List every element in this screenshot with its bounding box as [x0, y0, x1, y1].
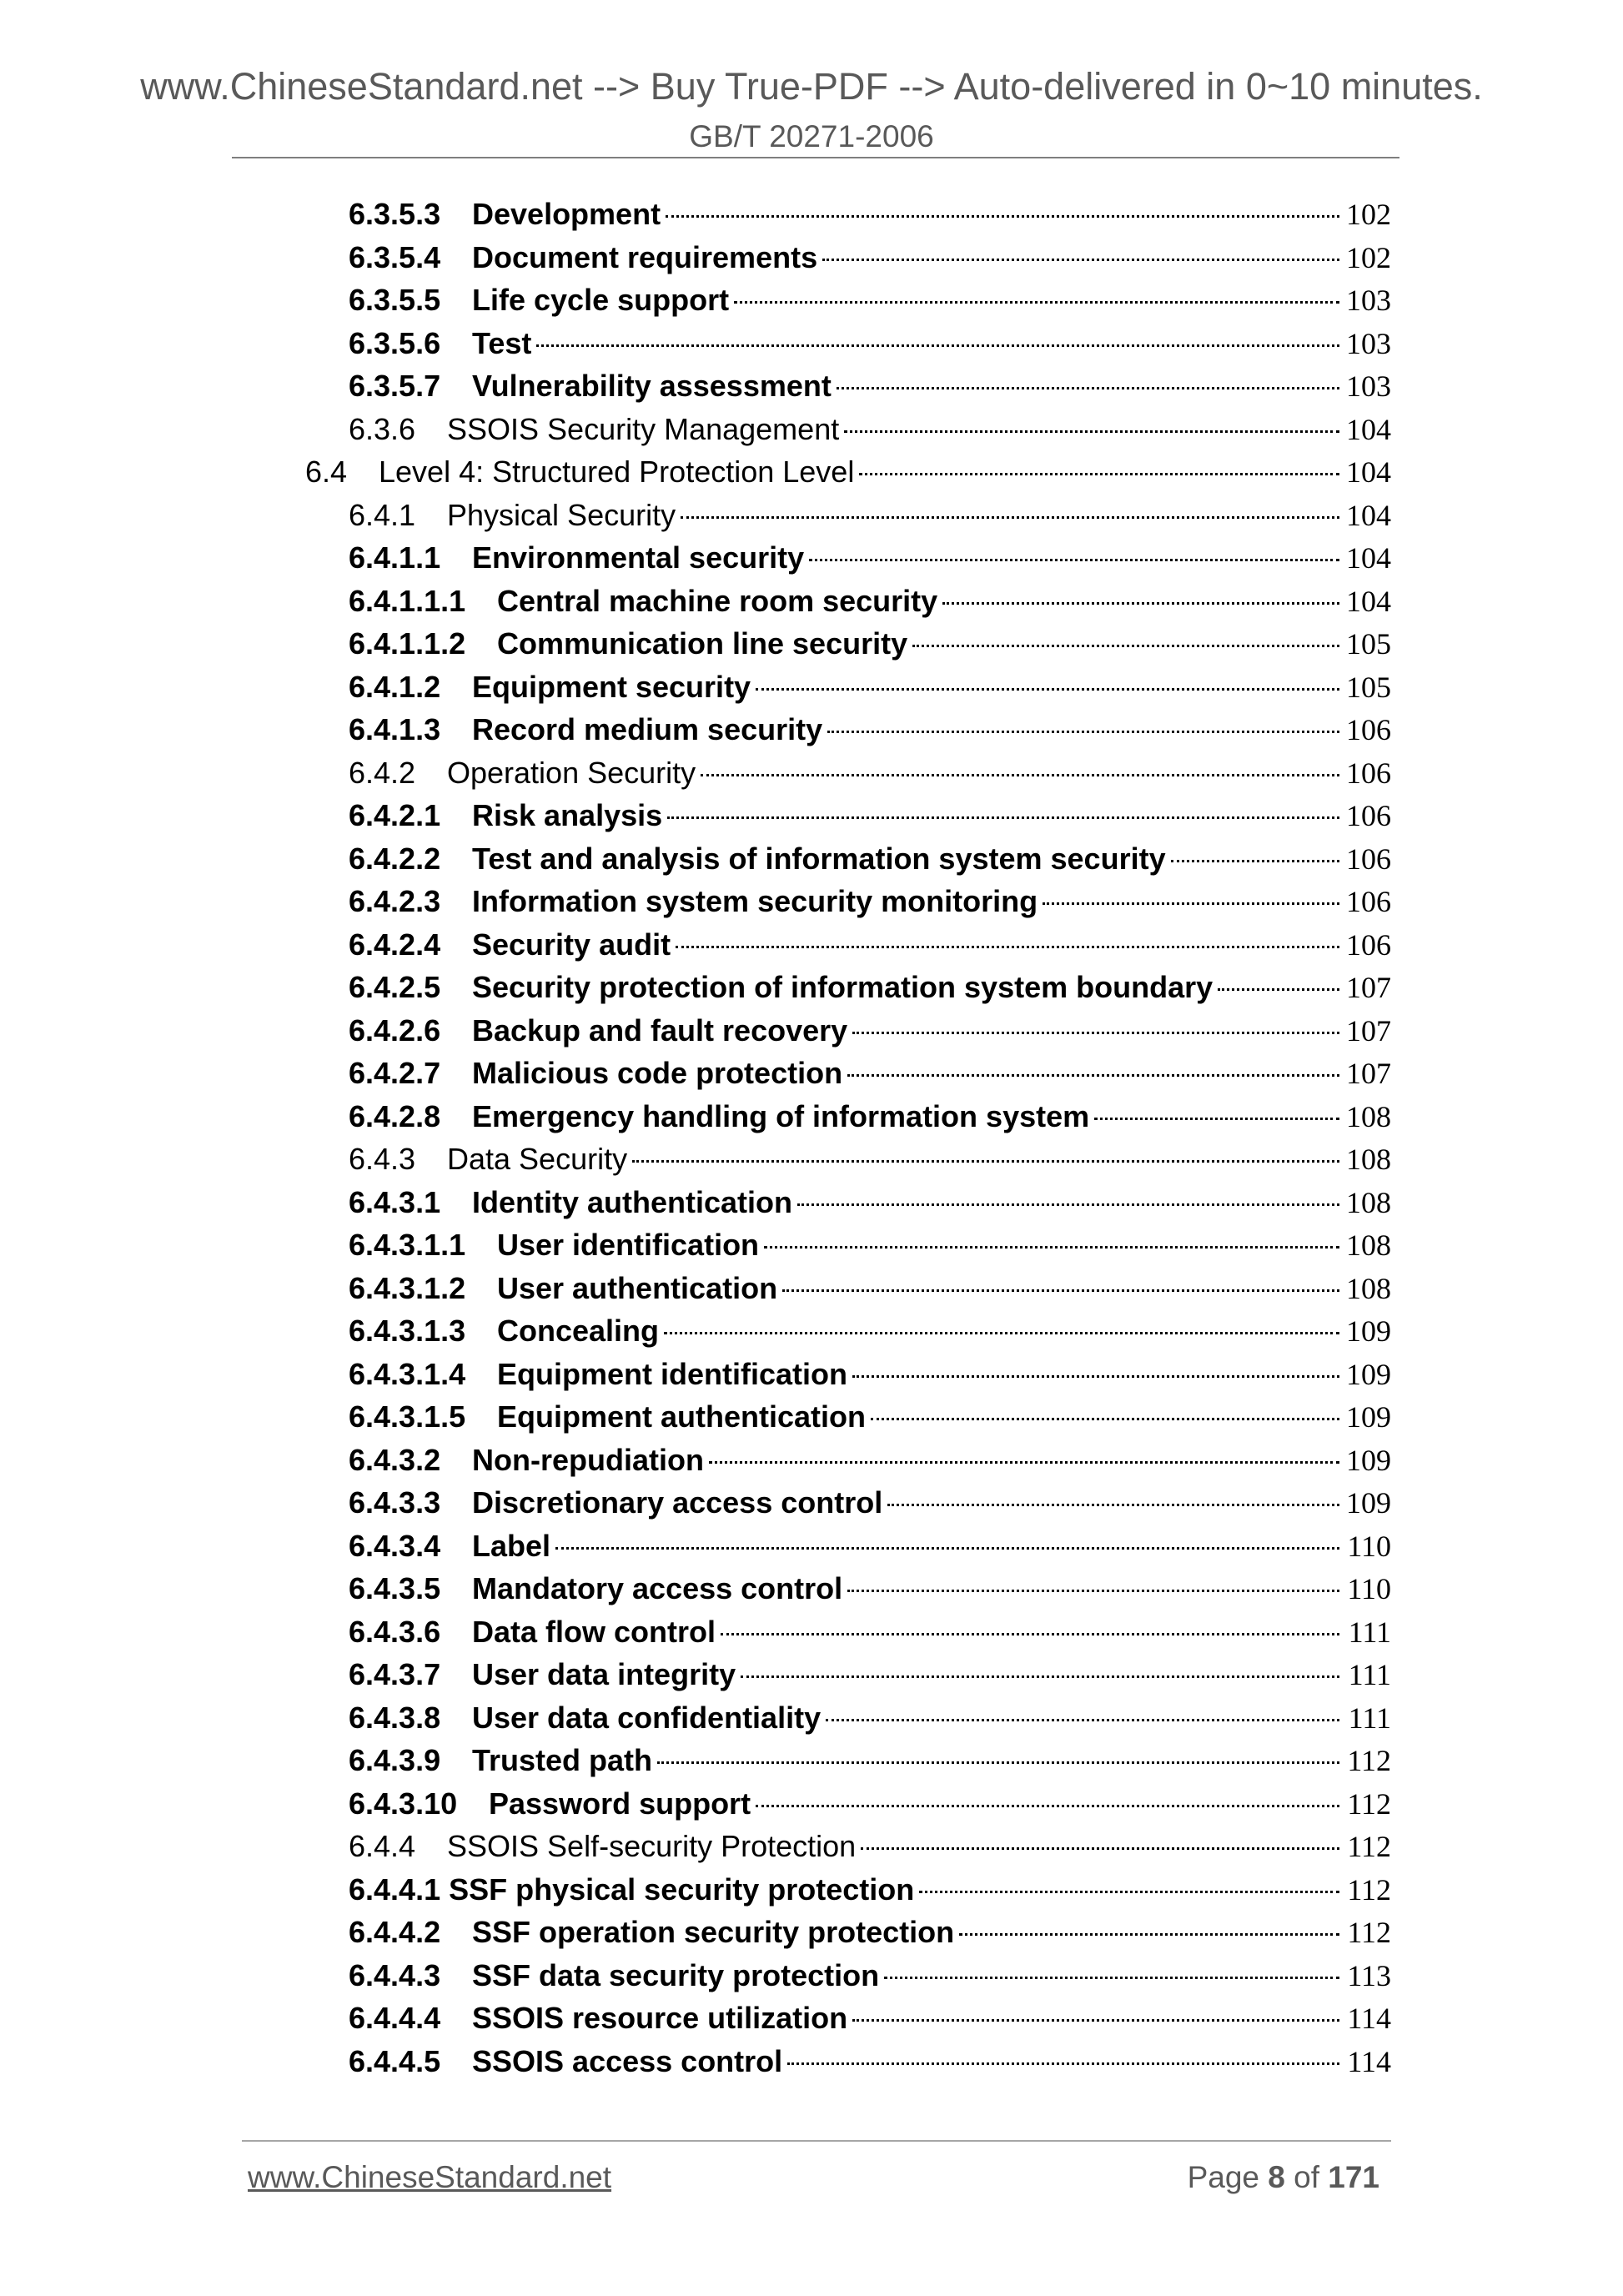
toc-entry-number: 6.4.4.1	[349, 1871, 441, 1907]
toc-entry-title: User identification	[497, 1228, 760, 1262]
toc-entry-number: 6.4.4.3	[349, 1957, 441, 1992]
dot-leader	[681, 516, 1339, 519]
page-prefix: Page	[1187, 2160, 1259, 2194]
toc-entry[interactable]	[349, 1271, 1391, 1314]
dot-leader	[912, 645, 1339, 647]
toc-entry-number: 6.4.3.1.4	[349, 1356, 466, 1391]
toc-entry[interactable]	[349, 1657, 1391, 1700]
toc-entry[interactable]	[349, 326, 1391, 369]
toc-entry[interactable]	[349, 842, 1391, 884]
toc-entry-page: 110	[1347, 1529, 1391, 1563]
toc-entry-title: User data integrity	[472, 1657, 736, 1691]
toc-entry-number: 6.4.3.9	[349, 1743, 441, 1777]
toc-entry[interactable]	[349, 1615, 1391, 1657]
toc-entry[interactable]	[349, 1958, 1391, 2001]
dot-leader	[657, 1761, 1339, 1764]
toc-entry-title: Backup and fault recovery	[472, 1012, 848, 1048]
toc-entry-number: 6.4.3.1.3	[349, 1314, 466, 1348]
toc-entry-title: Life cycle support	[472, 283, 730, 317]
header-banner: www.ChineseStandard.net --> Buy True-PDF --> Auto-delivered in 0~10 minutes.	[140, 65, 1483, 108]
toc-entry-page: 108	[1346, 1099, 1391, 1133]
toc-entry[interactable]	[349, 2001, 1391, 2043]
toc-entry-page: 108	[1346, 1271, 1391, 1305]
toc-entry-page: 105	[1346, 670, 1391, 704]
toc-entry-number: 6.3.5.6	[349, 325, 441, 360]
dot-leader	[664, 1332, 1339, 1334]
toc-entry-number: 6.4.3.8	[349, 1700, 441, 1735]
toc-entry-number: 6.4.2.6	[349, 1012, 441, 1048]
toc-entry-page: 109	[1346, 1443, 1391, 1477]
header-divider	[232, 157, 1399, 158]
toc-entry[interactable]	[349, 970, 1391, 1012]
toc-entry-page: 106	[1346, 713, 1391, 746]
toc-entry[interactable]	[349, 1099, 1391, 1142]
toc-entry-title: Non-repudiation	[472, 1442, 704, 1477]
toc-entry-title: Risk analysis	[472, 798, 663, 832]
dot-leader	[959, 1933, 1339, 1936]
toc-entry-title: Identity authentication	[472, 1184, 793, 1219]
toc-entry[interactable]	[349, 1829, 1391, 1871]
toc-entry[interactable]	[349, 412, 1391, 455]
toc-entry-number: 6.4.3.6	[349, 1614, 441, 1649]
toc-entry[interactable]	[349, 197, 1391, 239]
toc-entry-page: 107	[1346, 971, 1391, 1004]
toc-entry[interactable]	[349, 1915, 1391, 1957]
page-indicator	[1188, 2160, 1379, 2195]
toc-entry[interactable]	[349, 1013, 1391, 1056]
toc-entry-title: User authentication	[497, 1270, 778, 1305]
dot-leader	[667, 816, 1339, 819]
standard-code: GB/T 20271-2006	[689, 119, 934, 153]
toc-entry[interactable]	[349, 884, 1391, 927]
toc-entry-title: Level 4: Structured Protection Level	[379, 455, 855, 489]
toc-entry[interactable]	[305, 455, 1391, 497]
toc-entry-number: 6.3.6	[349, 411, 416, 446]
toc-entry[interactable]	[349, 540, 1391, 583]
toc-entry[interactable]	[349, 626, 1391, 669]
dot-leader	[859, 473, 1339, 475]
toc-entry-page: 112	[1347, 1786, 1391, 1821]
toc-entry[interactable]	[349, 2044, 1391, 2087]
toc-entry-title: Equipment identification	[497, 1356, 847, 1391]
toc-entry-title: Trusted path	[472, 1743, 653, 1777]
dot-leader	[852, 2019, 1339, 2022]
toc-entry[interactable]	[349, 1701, 1391, 1743]
dot-leader	[887, 1504, 1339, 1506]
dot-leader	[844, 430, 1339, 433]
toc-entry-number: 6.3.5.7	[349, 369, 441, 403]
toc-entry-number: 6.4.3.2	[349, 1442, 441, 1477]
dot-leader	[536, 344, 1339, 347]
toc-entry[interactable]	[349, 1142, 1391, 1184]
dot-leader	[861, 1847, 1339, 1850]
toc-entry-page: 106	[1346, 756, 1391, 790]
toc-entry-title: Operation Security	[447, 755, 696, 790]
toc-entry-number: 6.4.3.1.2	[349, 1270, 466, 1305]
dot-leader	[942, 602, 1339, 605]
toc-entry-title: Test	[472, 325, 532, 360]
dot-leader	[826, 1719, 1339, 1721]
toc-entry-number: 6.4.1.1.2	[349, 626, 466, 661]
toc-entry-page: 110	[1347, 1572, 1391, 1605]
toc-entry-page: 111	[1348, 1658, 1391, 1691]
toc-entry-title: Communication line security	[497, 626, 908, 661]
toc-entry-page: 114	[1347, 2002, 1391, 2035]
toc-entry-number: 6.4.2.7	[349, 1056, 441, 1090]
toc-entry[interactable]	[349, 498, 1391, 540]
dot-leader	[847, 1074, 1339, 1077]
dot-leader	[756, 688, 1339, 691]
toc-entry-page: 106	[1346, 885, 1391, 918]
toc-entry[interactable]	[349, 1228, 1391, 1270]
toc-entry-title: Emergency handling of information system	[472, 1098, 1090, 1133]
dot-leader	[782, 1289, 1339, 1292]
toc-entry-page: 106	[1346, 799, 1391, 832]
toc-entry-title: Information system security monitoring	[472, 884, 1038, 918]
dot-leader	[741, 1676, 1339, 1678]
toc-entry-number: 6.3.5.5	[349, 283, 441, 317]
toc-entry-title: Development	[472, 197, 661, 231]
footer-divider	[242, 2140, 1391, 2142]
dot-leader	[809, 559, 1339, 561]
toc-entry-number: 6.4.3.7	[349, 1657, 441, 1691]
toc-entry[interactable]	[349, 1443, 1391, 1485]
dot-leader	[871, 1418, 1339, 1420]
toc-entry[interactable]	[349, 1485, 1391, 1528]
page-total: 171	[1328, 2160, 1379, 2194]
toc-entry-title: Equipment authentication	[497, 1399, 867, 1434]
toc-entry-page: 112	[1347, 1916, 1391, 1949]
toc-entry-page: 109	[1346, 1314, 1391, 1348]
toc-entry[interactable]	[349, 1399, 1391, 1442]
toc-entry[interactable]	[349, 1872, 1391, 1915]
toc-entry-number: 6.4.4.4	[349, 2001, 441, 2035]
toc-entry-title: Password support	[489, 1786, 751, 1821]
toc-entry-number: 6.4.4	[349, 1829, 416, 1863]
toc-entry[interactable]	[349, 670, 1391, 712]
toc-entry-number: 6.4.2.1	[349, 798, 441, 832]
toc-entry-title: Physical Security	[447, 497, 676, 532]
toc-entry-number: 6.4.2.4	[349, 927, 441, 962]
toc-entry-number: 6.4.2.8	[349, 1098, 441, 1133]
toc-entry-page: 112	[1347, 1872, 1391, 1907]
toc-entry-title: Environmental security	[472, 540, 805, 575]
toc-entry-number: 6.4.3.1	[349, 1184, 441, 1219]
dot-leader	[919, 1891, 1339, 1893]
toc-entry-page: 103	[1346, 284, 1391, 317]
toc-entry-number: 6.3.5.3	[349, 197, 441, 231]
toc-entry-number: 6.4.3.3	[349, 1485, 441, 1520]
dot-leader	[852, 1032, 1339, 1034]
toc-entry[interactable]	[349, 927, 1391, 970]
toc-entry-page: 102	[1346, 198, 1391, 231]
toc-entry-title: Vulnerability assessment	[472, 369, 832, 403]
dot-leader	[1094, 1118, 1339, 1120]
footer-site-link[interactable]: www.ChineseStandard.net	[248, 2160, 612, 2194]
toc-entry-number: 6.4.1.2	[349, 669, 441, 704]
toc-entry-page: 107	[1346, 1057, 1391, 1090]
toc-entry-title: Central machine room security	[497, 583, 938, 618]
toc-entry-title: Discretionary access control	[472, 1485, 883, 1520]
toc-entry-number: 6.4	[305, 455, 348, 489]
dot-leader	[787, 2062, 1339, 2065]
toc-entry-title: Security protection of information system boundary	[472, 970, 1213, 1004]
dot-leader	[666, 215, 1339, 218]
toc-entry-title: User data confidentiality	[472, 1700, 822, 1735]
dot-leader	[1043, 902, 1339, 905]
dot-leader	[852, 1375, 1339, 1378]
page-current: 8	[1268, 2160, 1285, 2194]
toc-entry[interactable]	[349, 1185, 1391, 1228]
toc-entry-title: Equipment security	[472, 669, 751, 704]
toc-entry[interactable]	[349, 1786, 1391, 1829]
toc-entry-number: 6.4.3.4	[349, 1528, 441, 1563]
toc-entry-title: Security audit	[472, 927, 671, 962]
toc-entry-number: 6.4.1	[349, 497, 416, 532]
toc-entry-page: 108	[1346, 1143, 1391, 1176]
dot-leader	[827, 731, 1339, 733]
toc-entry-page: 104	[1346, 541, 1391, 575]
toc-entry[interactable]	[349, 1056, 1391, 1098]
toc-entry-title: SSOIS resource utilization	[472, 2001, 848, 2035]
toc-entry-number: 6.4.2.3	[349, 884, 441, 918]
toc-entry[interactable]	[349, 1357, 1391, 1399]
toc-entry-number: 6.4.4.2	[349, 1915, 441, 1949]
toc-entry-page: 108	[1346, 1228, 1391, 1262]
toc-entry-number: 6.4.1.3	[349, 712, 441, 746]
toc-entry-page: 104	[1346, 584, 1391, 618]
toc-entry[interactable]	[349, 240, 1391, 283]
toc-entry-number: 6.4.2.5	[349, 970, 441, 1004]
toc-entry-number: 6.4.2	[349, 755, 416, 790]
toc-entry-page: 103	[1346, 326, 1391, 360]
toc-entry-title: SSOIS Security Management	[447, 411, 840, 446]
dot-leader	[721, 1633, 1339, 1635]
toc-entry[interactable]	[349, 798, 1391, 841]
toc-entry-page: 106	[1346, 927, 1391, 962]
dot-leader	[756, 1805, 1339, 1807]
toc-entry-page: 112	[1347, 1830, 1391, 1863]
dot-leader	[632, 1160, 1339, 1163]
toc-entry[interactable]	[349, 1314, 1391, 1356]
toc-entry[interactable]	[349, 1529, 1391, 1571]
toc-entry-page: 111	[1348, 1615, 1391, 1649]
toc-entry-title: Malicious code protection	[472, 1056, 843, 1090]
dot-leader	[1171, 860, 1339, 862]
toc-entry-title: Label	[472, 1528, 551, 1563]
dot-leader	[764, 1246, 1339, 1248]
toc-entry-page: 107	[1346, 1013, 1391, 1048]
toc-entry-page: 105	[1346, 627, 1391, 661]
toc-entry-number: 6.4.3	[349, 1142, 416, 1176]
toc-entry-page: 104	[1346, 412, 1391, 446]
dot-leader	[701, 774, 1339, 776]
toc-entry-title: Data Security	[447, 1142, 628, 1176]
toc-entry-page: 104	[1346, 498, 1391, 532]
toc-entry-title: Concealing	[497, 1314, 660, 1348]
toc-entry-number: 6.4.4.5	[349, 2043, 441, 2078]
toc-entry-number: 6.4.2.2	[349, 841, 441, 876]
toc-entry-page: 111	[1348, 1701, 1391, 1735]
toc-entry-page: 109	[1346, 1400, 1391, 1434]
toc-entry-page: 109	[1346, 1486, 1391, 1520]
toc-entry[interactable]	[349, 756, 1391, 798]
dot-leader	[847, 1590, 1339, 1592]
toc-entry-page: 106	[1346, 842, 1391, 876]
toc-entry-number: 6.3.5.4	[349, 239, 441, 274]
toc-entry[interactable]	[349, 1743, 1391, 1786]
toc-entry-title: Record medium security	[472, 712, 823, 746]
dot-leader	[1218, 988, 1339, 991]
dot-leader	[837, 387, 1339, 389]
toc-entry[interactable]	[349, 283, 1391, 325]
toc-entry-title: SSF physical security protection	[449, 1871, 915, 1907]
toc-entry-title: SSOIS access control	[472, 2043, 783, 2078]
toc-entry-page: 113	[1347, 1958, 1391, 1992]
toc-entry-title: Data flow control	[472, 1614, 716, 1649]
toc-entry-title: SSOIS Self-security Protection	[447, 1829, 857, 1863]
page-of: of	[1294, 2160, 1319, 2194]
toc-entry-number: 6.4.1.1.1	[349, 583, 466, 618]
dot-leader	[555, 1547, 1339, 1550]
toc-entry-title: Test and analysis of information system security	[472, 841, 1166, 876]
toc-entry-page: 114	[1347, 2044, 1391, 2078]
toc-entry-title: SSF operation security protection	[472, 1915, 955, 1949]
toc-entry-number: 6.4.3.5	[349, 1571, 441, 1605]
dot-leader	[797, 1203, 1339, 1206]
dot-leader	[884, 1977, 1339, 1979]
toc-entry-number: 6.4.3.10	[349, 1786, 458, 1821]
toc-entry[interactable]	[349, 1571, 1391, 1614]
toc-entry[interactable]	[349, 369, 1391, 411]
toc-entry[interactable]	[349, 712, 1391, 755]
toc-entry-title: Mandatory access control	[472, 1571, 843, 1605]
toc-entry-number: 6.4.3.1.5	[349, 1399, 466, 1434]
toc-entry-page: 109	[1346, 1357, 1391, 1391]
toc-entry-title: Document requirements	[472, 239, 818, 274]
dot-leader	[734, 301, 1339, 304]
toc-entry[interactable]	[349, 584, 1391, 626]
toc-entry-number: 6.4.1.1	[349, 540, 441, 575]
toc-entry-page: 108	[1346, 1185, 1391, 1219]
toc-entry-title: SSF data security protection	[472, 1957, 880, 1992]
dot-leader	[822, 259, 1339, 261]
toc-entry-page: 112	[1347, 1744, 1391, 1777]
toc-entry-number: 6.4.3.1.1	[349, 1228, 466, 1262]
toc-entry-page: 104	[1346, 455, 1391, 489]
dot-leader	[676, 946, 1339, 948]
toc-entry-page: 103	[1346, 369, 1391, 403]
toc-entry-page: 102	[1346, 240, 1391, 274]
dot-leader	[709, 1461, 1339, 1464]
